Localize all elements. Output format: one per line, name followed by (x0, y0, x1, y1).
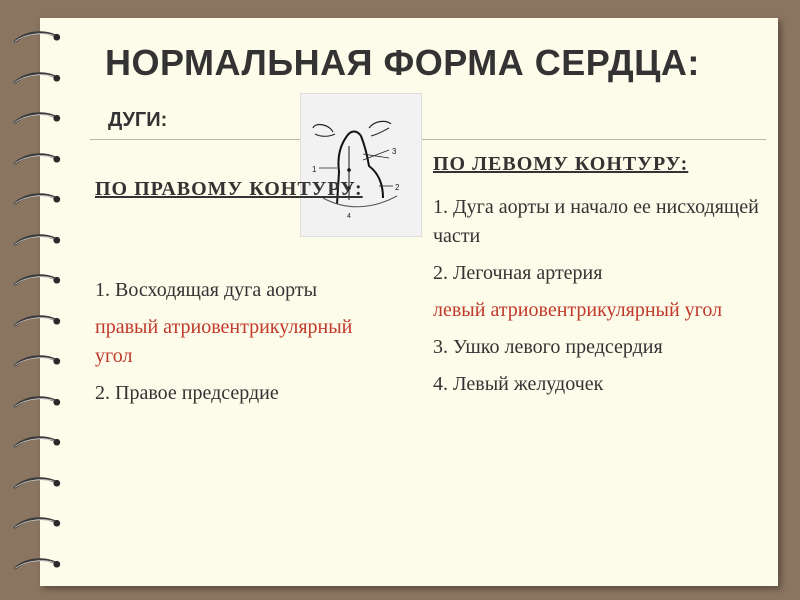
left-contour-heading: ПО ЛЕВОМУ КОНТУРУ: (433, 153, 689, 175)
binding-ring-icon (8, 111, 64, 127)
diagram-label-1: 1 (312, 165, 317, 174)
list-item: 3. Ушко левого предсердия (433, 336, 663, 358)
binding-ring-icon (8, 435, 64, 451)
list-item: 1. Восходящая дуга аорты (95, 279, 318, 301)
right-contour-column (95, 175, 375, 408)
binding-ring-icon (8, 314, 64, 330)
list-item: правый атриовентрикулярный угол (95, 316, 353, 367)
slide-title: НОРМАЛЬНАЯ ФОРМА СЕРДЦА: (105, 42, 700, 83)
list-item: 1. Дуга аорты и начало ее нисходящей части (433, 196, 759, 247)
diagram-label-2: 2 (395, 183, 400, 192)
list-item: 4. Левый желудочек (433, 373, 604, 395)
binding-ring-icon (8, 395, 64, 411)
arcs-subtitle: ДУГИ: (108, 109, 168, 131)
binding-ring-icon (8, 233, 64, 249)
binding-ring-icon (8, 273, 64, 289)
left-contour-column (433, 150, 763, 399)
binding-ring-icon (8, 152, 64, 168)
binding-ring-icon (8, 516, 64, 532)
diagram-label-3: 3 (392, 147, 397, 156)
list-item: левый атриовентрикулярный угол (433, 299, 723, 321)
binding-ring-icon (8, 71, 64, 87)
binding-ring-icon (8, 557, 64, 573)
binding-ring-icon (8, 354, 64, 370)
binding-ring-icon (8, 192, 64, 208)
diagram-label-4: 4 (347, 213, 351, 220)
list-item: 2. Правое предсердие (95, 382, 279, 404)
right-contour-heading: ПО ПРАВОМУ КОНТУРУ: (95, 178, 363, 200)
binding-ring-icon (8, 476, 64, 492)
binding-ring-icon (8, 30, 64, 46)
list-item: 2. Легочная артерия (433, 262, 603, 284)
divider-line (90, 139, 766, 140)
